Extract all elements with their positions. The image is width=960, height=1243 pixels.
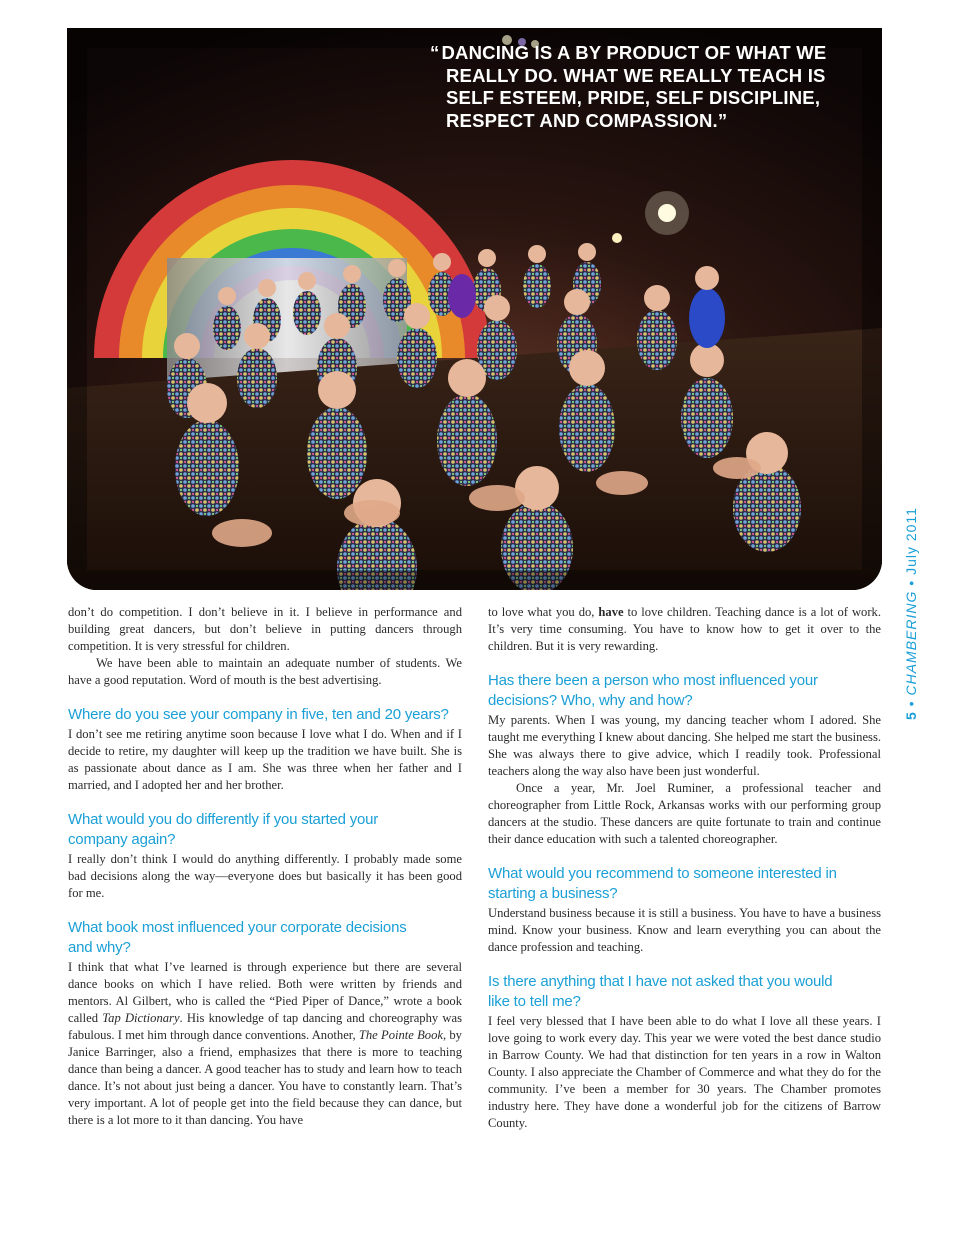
interview-question: What would you do differently if you started your company again? — [68, 811, 379, 848]
emphasis-text: have — [598, 605, 624, 619]
publication-name: CHAMBERING — [903, 590, 919, 696]
answer-text: I think that what I’ve learned is through experience but there are several dance books on which I have relied. Both were written by friends and mentors. Al Gilbert, who is called the “Pied Piper of Dance,” wrote a book called — [68, 960, 462, 1025]
interview-question: Has there been a person who most influenced your decisions? Who, why and how? — [488, 672, 818, 709]
answer-text: , by Janice Barringer, also a friend, emphasizes that there is more to teaching dance than being a dancer. A good teacher has to study and learn how to teach dance. It’s not about just being a dancer. You have to constantly learn. That’s very important. A lot of people get into the field because they can dance, but there is a lot more to it than dancing. You have — [68, 1028, 462, 1127]
interview-answer: My parents. When I was young, my dancing teacher whom I adored. She taught me everything I knew about dancing. She helped me start the business. She was always there to give advice, which I readily took. Professional teachers along the way also have been just wonderful. — [488, 713, 881, 778]
body-paragraph — [488, 604, 881, 655]
interview-question: What book most influenced your corporate decisions and why? — [68, 919, 407, 956]
answer-text: to love children. Teaching dance is a lot of work. It’s very time consuming. You have to know how to get it over to the children. But it is very rewarding. — [488, 605, 881, 653]
interview-answer: Understand business because it is still a business. You have to have a business mind. Know your business. Know and learn everything you can about the dance profession and teaching. — [488, 906, 881, 954]
pull-quote-line: RESPECT AND COMPASSION.” — [446, 109, 728, 131]
pull-quote-line: SELF ESTEEM, PRIDE, SELF DISCIPLINE, — [446, 87, 821, 108]
body-paragraph: We have been able to maintain an adequate number of students. We have a good reputation. Word of mouth is the best advertising. — [68, 656, 462, 687]
interview-answer: I don’t see me retiring anytime soon because I love what I do. When and if I decide to retire, my daughter will keep up the tradition we have built. She is as passionate about dance as I am. She was three when her father and I married, and I adopted her and her brother. — [68, 727, 462, 792]
book-title: The Pointe Book — [358, 1028, 443, 1042]
interview-answer: Once a year, Mr. Joel Ruminer, a professional teacher and choreographer from Little Rock, Arkansas works with our performing group dancers at the studio. These dancers are quite fortunate to train and continue their dance education with such a talented choreographer. — [488, 781, 881, 846]
body-paragraph: don’t do competition. I don’t believe in it. I believe in performance and building great dancers, but don’t believe in putting dancers through competition. It is very stressful for children. — [68, 605, 462, 653]
pull-quote-line — [430, 42, 870, 65]
interview-question: What would you recommend to someone interested in starting a business? — [488, 865, 837, 902]
pull-quote — [430, 42, 870, 132]
answer-text: . His knowledge of tap dancing and choreography was fabulous. I met him through dance conventions. Another, — [68, 1011, 462, 1042]
interview-question: Is there anything that I have not asked that you would like to tell me? — [488, 973, 833, 1010]
interview-answer: I feel very blessed that I have been able to do what I love all these years. I love going to work every day. This year we were voted the best dance studio in Barrow County. We had that distinction for ten years in a row in Walton County. I also appreciate the Chamber of Commerce and what they do for the community. I’ve been a member for 30 years. The Chamber promotes industry here. They have done a wonderful job for the citizens of Barrow County. — [488, 1014, 881, 1130]
folio-separator: • — [903, 695, 919, 712]
left-column — [68, 604, 462, 1129]
book-title: Tap Dictionary — [102, 1011, 180, 1025]
pull-quote-line: REALLY DO. WHAT WE REALLY TEACH IS — [446, 64, 826, 86]
page-number: 5 — [903, 711, 919, 720]
issue-date: July 2011 — [903, 507, 919, 575]
interview-answer — [68, 959, 462, 1129]
interview-question: Where do you see your company in five, ten and 20 years? — [68, 706, 449, 723]
answer-text: to love what you do, — [488, 605, 599, 619]
right-column — [488, 604, 881, 1132]
interview-answer: I really don’t think I would do anything differently. I probably made some bad decisions along the way—everyone does but basically it has been good for me. — [68, 852, 462, 900]
pull-quote-text: DANCING IS A BY PRODUCT OF WHAT WE — [441, 42, 827, 63]
open-quote-mark: “ — [430, 42, 440, 63]
folio-separator: • — [903, 574, 919, 591]
